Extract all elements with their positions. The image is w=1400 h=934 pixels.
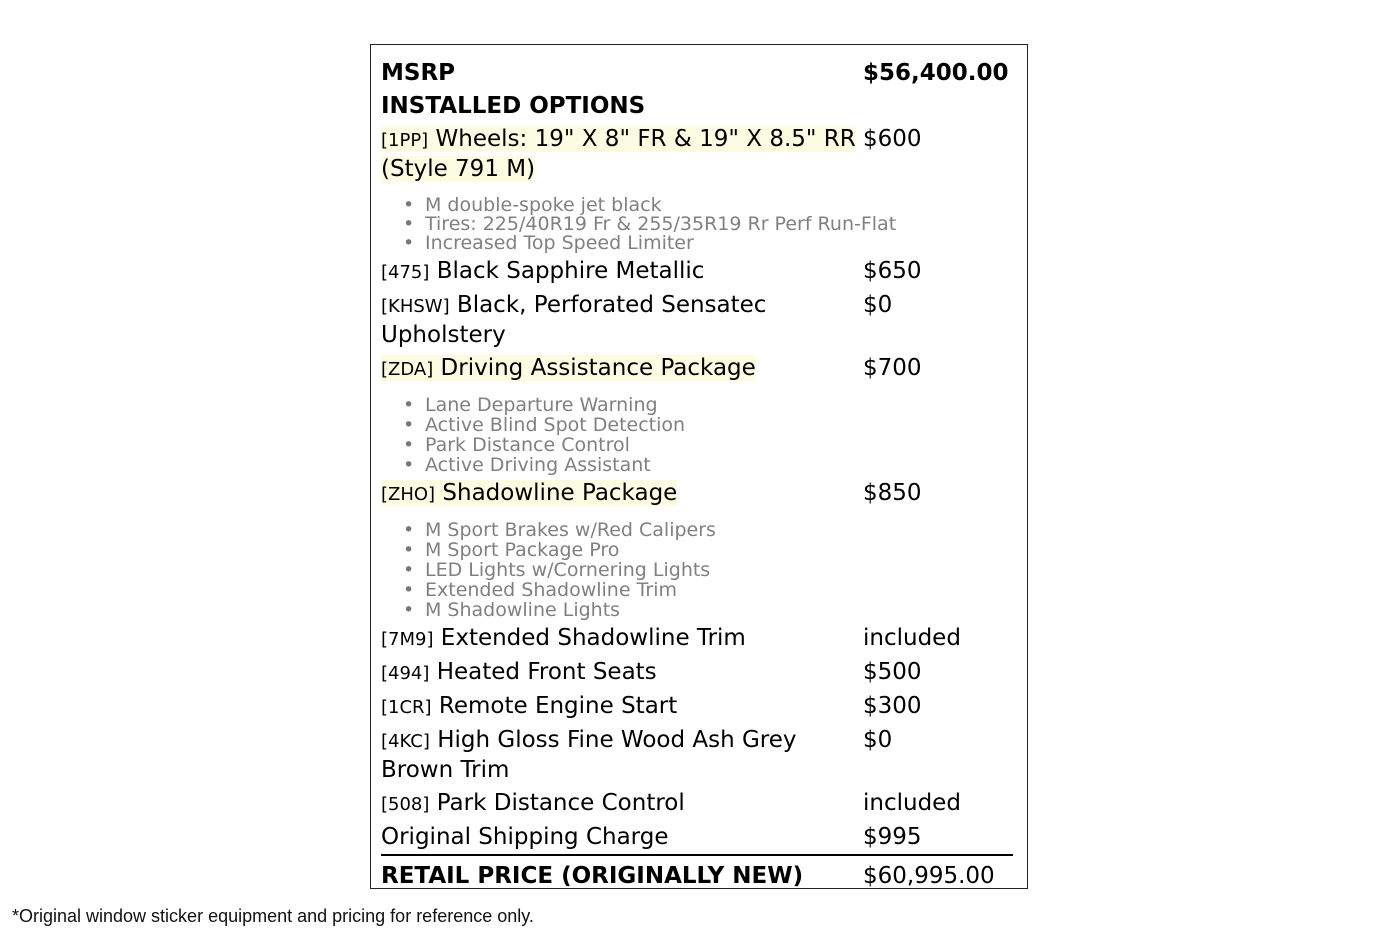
option-code: [1PP] [381, 130, 429, 151]
option-code: [7M9] [381, 629, 434, 650]
option-code: [ZHO] [381, 484, 436, 505]
option-features [381, 196, 1013, 253]
option-price: included [863, 625, 961, 651]
option-price: $0 [863, 727, 893, 753]
option-row [381, 624, 1013, 654]
option-name: Wheels: 19" X 8" FR & 19" X 8.5" RR (Style 791 M) [381, 126, 856, 182]
feature-item: • M double-spoke jet black [425, 196, 1013, 215]
shipping-label: Original Shipping Charge [381, 824, 669, 850]
msrp-label: MSRP [381, 60, 456, 86]
retail-price-row [381, 854, 1013, 891]
feature-item: • Tires: 225/40R19 Fr & 255/35R19 Rr Perf Run-Flat [425, 216, 1013, 233]
option-code: [KHSW] [381, 296, 450, 317]
option-price: $700 [863, 355, 922, 381]
option-price: $500 [863, 659, 922, 685]
option-row [381, 257, 1013, 287]
option-price: $300 [863, 693, 922, 719]
option-row [381, 658, 1013, 688]
option-name: Black Sapphire Metallic [436, 258, 705, 284]
option-row [381, 726, 1013, 785]
option-features [381, 396, 1013, 475]
option-row [381, 125, 1013, 184]
window-sticker [370, 44, 1028, 889]
installed-options-heading-row [381, 92, 1013, 121]
feature-item: • M Sport Brakes w/Red Calipers [425, 521, 1013, 540]
shipping-value: $995 [863, 824, 922, 850]
option-name: Driving Assistance Package [440, 355, 756, 381]
option-code: [508] [381, 794, 430, 815]
feature-item: • Extended Shadowline Trim [425, 581, 1013, 600]
feature-item: • LED Lights w/Cornering Lights [425, 561, 1013, 580]
option-features [381, 521, 1013, 620]
feature-item: • Lane Departure Warning [425, 396, 1013, 415]
option-name: Extended Shadowline Trim [440, 625, 746, 651]
msrp-value: $56,400.00 [863, 60, 1009, 86]
option-price: $650 [863, 258, 922, 284]
option-row [381, 354, 1013, 384]
feature-item: • Active Blind Spot Detection [425, 416, 1013, 435]
footnote: *Original window sticker equipment and pricing for reference only. [12, 906, 534, 926]
option-name: High Gloss Fine Wood Ash Grey Brown Trim [381, 727, 797, 783]
feature-item: • M Sport Package Pro [425, 541, 1013, 560]
option-highlight [381, 355, 756, 381]
option-name: Remote Engine Start [438, 693, 678, 719]
feature-item: • Park Distance Control [425, 436, 1013, 455]
option-name: Park Distance Control [436, 790, 685, 816]
option-code: [ZDA] [381, 359, 434, 380]
option-price: included [863, 790, 961, 816]
feature-item: • Active Driving Assistant [425, 456, 1013, 475]
option-code: [4KC] [381, 731, 430, 752]
option-code: [494] [381, 663, 430, 684]
option-price: $0 [863, 292, 893, 318]
feature-item: • M Shadowline Lights [425, 601, 1013, 620]
option-code: [475] [381, 262, 430, 283]
option-price: $850 [863, 480, 922, 506]
retail-price-value: $60,995.00 [863, 863, 995, 889]
option-name: Shadowline Package [442, 480, 678, 506]
option-row [381, 692, 1013, 722]
option-highlight [381, 126, 856, 182]
installed-options-heading: INSTALLED OPTIONS [381, 93, 646, 119]
msrp-row [381, 59, 1013, 88]
shipping-row [381, 823, 1013, 852]
option-row [381, 789, 1013, 819]
option-name: Heated Front Seats [436, 659, 657, 685]
option-code: [1CR] [381, 697, 432, 718]
option-name: Black, Perforated Sensatec Upholstery [381, 292, 767, 348]
feature-item: • Increased Top Speed Limiter [425, 234, 1013, 253]
option-highlight [381, 480, 677, 506]
option-row [381, 479, 1013, 509]
option-row [381, 291, 1013, 350]
option-price: $600 [863, 126, 922, 152]
retail-price-label: RETAIL PRICE (ORIGINALLY NEW) [381, 863, 804, 889]
